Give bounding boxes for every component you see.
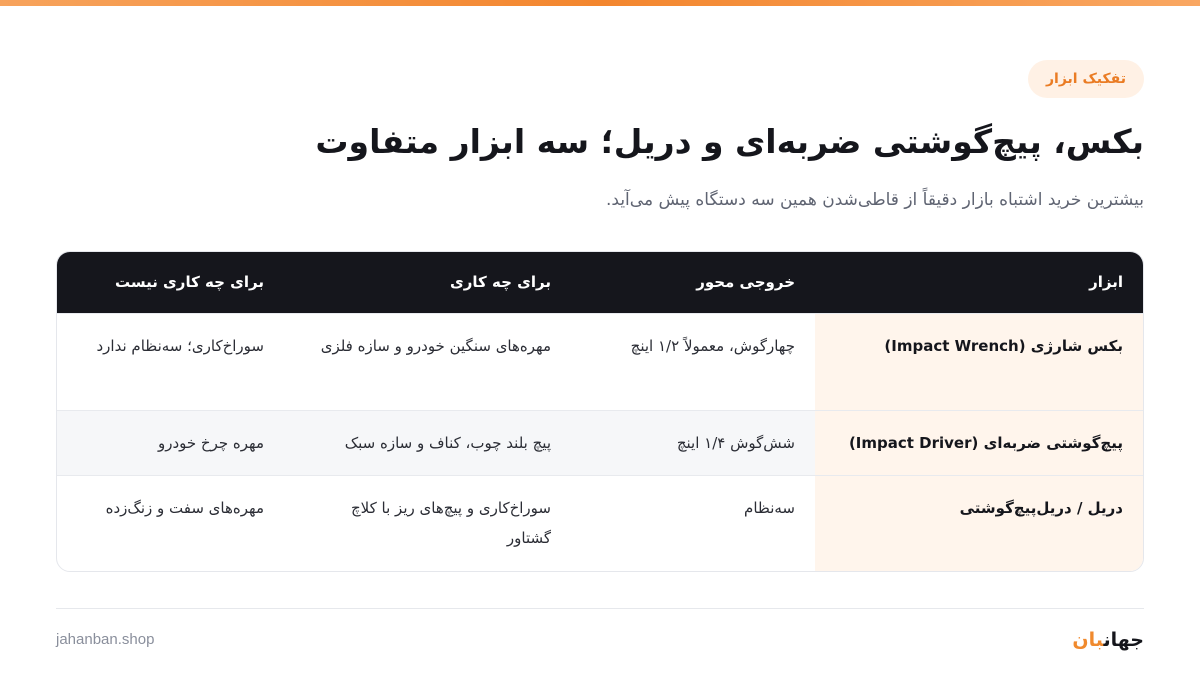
cell-tool: دریل / دریل‌پیچ‌گوشتی [815,475,1143,571]
table-row [56,410,1143,475]
page [56,6,1144,696]
site-url[interactable]: jahanban.shop [56,631,155,648]
cell-tool: بکس شارژی (Impact Wrench) [815,313,1143,410]
cell-not-use: مهره‌های سفت و زنگ‌زده [56,475,284,571]
header-tool: ابزار [815,252,1143,313]
table-row [56,475,1143,571]
footer-divider [56,608,1144,609]
table-header-row [56,252,1143,313]
cell-output: چهارگوش، معمولاً ۱/۲ اینچ [571,313,815,410]
page-title: بکس، پیچ‌گوشتی ضربه‌ای و دریل؛ سه ابزار متفاوت [315,122,1144,161]
page-subtitle: بیشترین خرید اشتباه بازار دقیقاً از قاطی‌شدن همین سه دستگاه پیش می‌آید. [606,190,1144,210]
cell-tool: پیچ‌گوشتی ضربه‌ای (Impact Driver) [815,410,1143,475]
table-row [56,313,1143,410]
cell-not-use: مهره چرخ خودرو [56,410,284,475]
header-use: برای چه کاری [284,252,571,313]
cell-use: سوراخ‌کاری و پیچ‌های ریز با کلاچ گشتاور [284,475,571,571]
cell-output: سه‌نظام [571,475,815,571]
cell-use: پیچ بلند چوب، کناف و سازه سبک [284,410,571,475]
brand-accent: بان [1072,629,1104,651]
brand-logo [1072,626,1144,654]
cell-use: مهره‌های سنگین خودرو و سازه فلزی [284,313,571,410]
category-tag: تفکیک ابزار [1028,60,1144,98]
brand-main: جهان [1103,629,1144,651]
header-not-use: برای چه کاری نیست [56,252,284,313]
cell-output: شش‌گوش ۱/۴ اینچ [571,410,815,475]
header-output: خروجی محور [571,252,815,313]
cell-not-use: سوراخ‌کاری؛ سه‌نظام ندارد [56,313,284,410]
comparison-table [56,251,1144,572]
